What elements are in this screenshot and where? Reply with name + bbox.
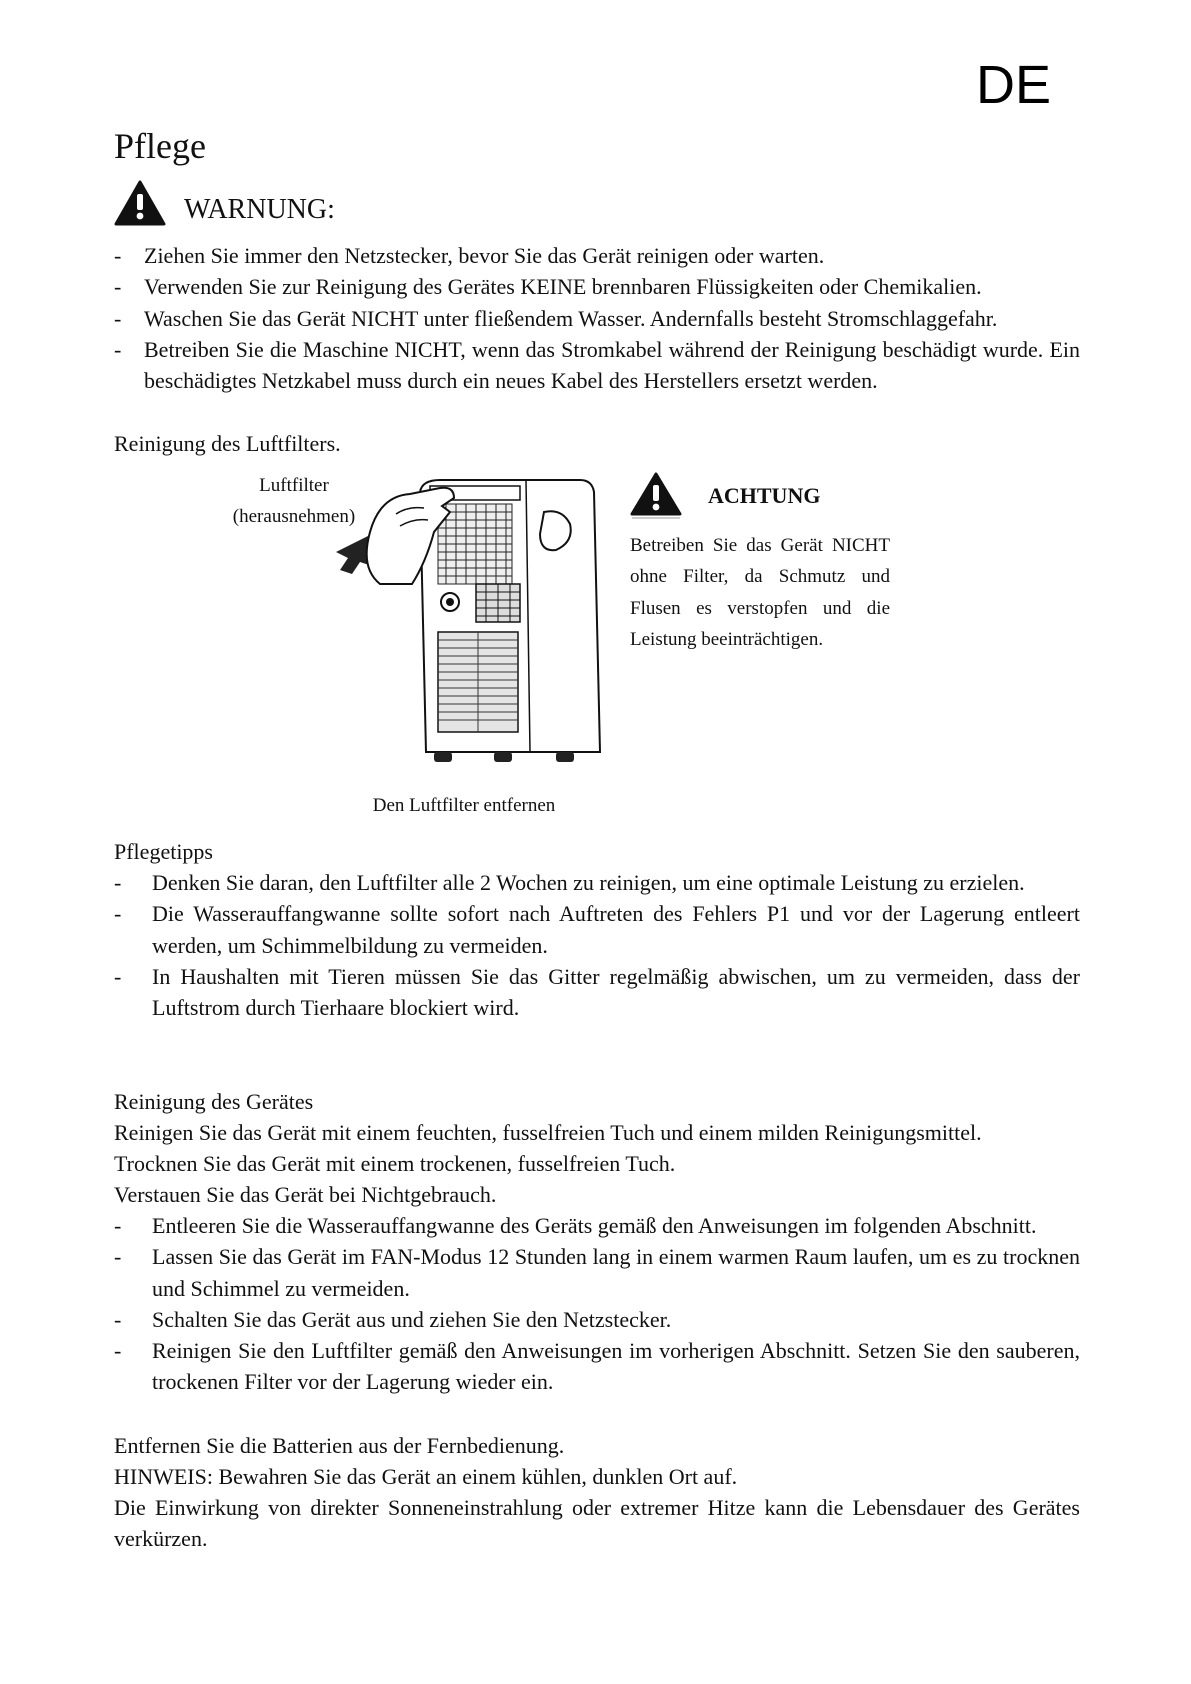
list-item: - Lassen Sie das Gerät im FAN-Modus 12 Stunden lang in einem warmen Raum laufen, um es zu trocknen und Schimmel zu vermeiden. xyxy=(114,1244,1080,1301)
air-conditioner-illustration xyxy=(330,472,630,772)
figure-caption: Den Luftfilter entfernen xyxy=(372,795,556,816)
list-item: - Betreiben Sie die Maschine NICHT, wenn das Stromkabel während der Reinigung beschädigt wurde. Ein beschädigtes Netzkabel muss durch ein neues Kabel des Herstellers ersetzt werden. xyxy=(114,336,1080,394)
caution-box xyxy=(630,470,890,655)
cleaning-line: Entfernen Sie die Batterien aus der Fernbedienung. xyxy=(114,1433,565,1458)
list-item: - Entleeren Sie die Wasserauffangwanne des Geräts gemäß den Anweisungen im folgenden Abschnitt. xyxy=(114,1213,1037,1238)
warning-triangle-icon xyxy=(630,472,682,520)
note-line: HINWEIS: Bewahren Sie das Gerät an einem kühlen, dunklen Ort auf. xyxy=(114,1464,738,1489)
list-item: - Reinigen Sie den Luftfilter gemäß den Anweisungen im vorherigen Abschnitt. Setzen Sie den sauberen, trockenen Filter vor der Lagerung wieder ein. xyxy=(114,1338,1080,1395)
caution-text: Betreiben Sie das Gerät NICHT ohne Filter, da Schmutz und Flusen es verstopfen und die Leistung beeinträchtigen. xyxy=(630,535,890,650)
cleaning-line: Verstauen Sie das Gerät bei Nichtgebrauch. xyxy=(114,1182,497,1207)
cleaning-line: Die Einwirkung von direkter Sonneneinstrahlung oder extremer Hitze kann die Lebensdauer des Gerätes verkürzen. xyxy=(114,1495,1080,1552)
warning-triangle-icon xyxy=(114,180,166,226)
list-item: - Ziehen Sie immer den Netzstecker, bevor Sie das Gerät reinigen oder warten. xyxy=(114,243,825,268)
language-tag: DE xyxy=(976,55,1052,115)
list-item: - Die Wasserauffangwanne sollte sofort nach Auftreten des Fehlers P1 und vor der Lagerung entleert werden, um Schimmelbildung zu vermeiden. xyxy=(114,901,1080,958)
warning-label: WARNUNG: xyxy=(184,194,335,225)
figure-label: Luftfilter (herausnehmen) xyxy=(232,475,356,527)
filter-heading: Reinigung des Luftfilters. xyxy=(114,431,341,456)
page-title: Pflege xyxy=(114,126,206,166)
warning-heading xyxy=(114,180,335,226)
warning-list xyxy=(114,240,1080,396)
storage-list xyxy=(114,1210,1080,1398)
cleaning-line: Trocknen Sie das Gerät mit einem trockenen, fusselfreien Tuch. xyxy=(114,1151,676,1176)
list-item: - Verwenden Sie zur Reinigung des Gerätes KEINE brennbaren Flüssigkeiten oder Chemikalien. xyxy=(114,274,982,300)
cleaning-line: Reinigen Sie das Gerät mit einem feuchten, fusselfreien Tuch und einem milden Reinigungsmittel. xyxy=(114,1120,982,1145)
list-item: - Waschen Sie das Gerät NICHT unter fließendem Wasser. Andernfalls besteht Stromschlaggefahr. xyxy=(114,305,998,331)
care-tips-list xyxy=(114,867,1080,1023)
care-tips-heading: Pflegetipps xyxy=(114,839,213,864)
list-item: - Denken Sie daran, den Luftfilter alle 2 Wochen zu reinigen, um eine optimale Leistung zu erzielen. xyxy=(114,870,1025,895)
cleaning-heading: Reinigung des Gerätes xyxy=(114,1089,314,1114)
list-item: - Schalten Sie das Gerät aus und ziehen Sie den Netzstecker. xyxy=(114,1306,672,1332)
caution-label: ACHTUNG xyxy=(708,483,821,508)
list-item: - In Haushalten mit Tieren müssen Sie das Gitter regelmäßig abwischen, um zu vermeiden, dass der Luftstrom durch Tierhaare blockiert wird. xyxy=(114,963,1080,1021)
